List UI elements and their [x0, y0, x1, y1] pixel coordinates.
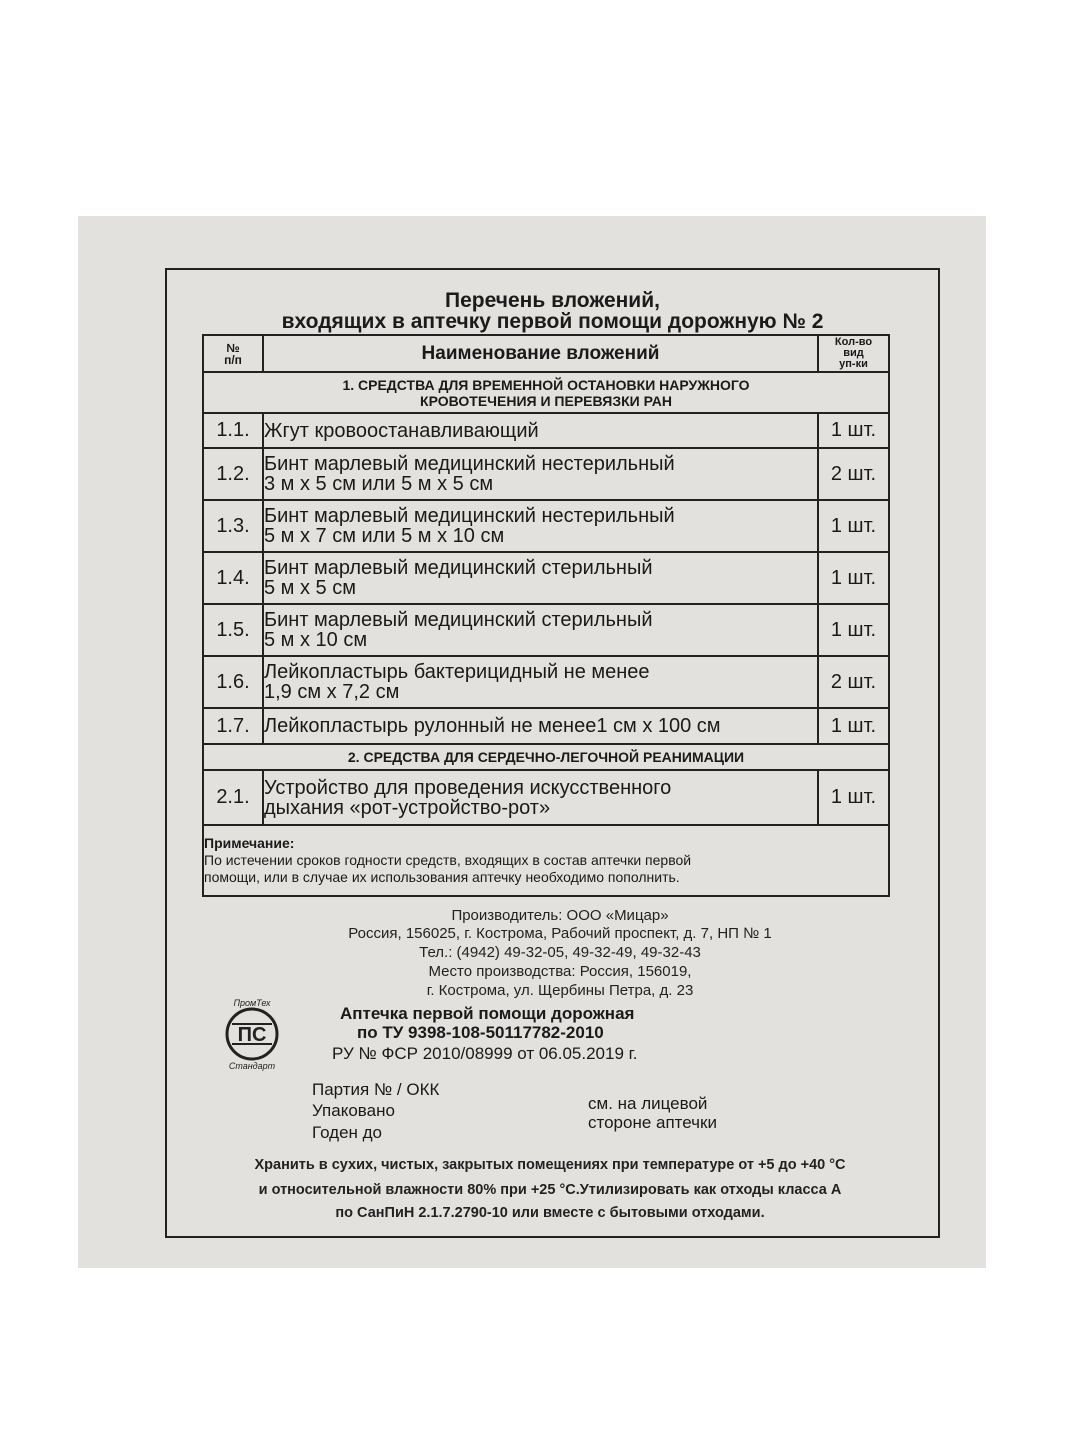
row-quantity: 1 шт.: [818, 413, 889, 448]
table-row: [203, 604, 889, 656]
logo-bottom-text: Стандарт: [228, 1061, 276, 1071]
registration-number: РУ № ФСР 2010/08999 от 06.05.2019 г.: [332, 1044, 638, 1063]
row-name: Бинт марлевый медицинский нестерильный 5 м х 7 см или 5 м х 10 см: [263, 500, 818, 552]
table-row: [203, 413, 889, 448]
header-name: Наименование вложений: [263, 335, 818, 372]
storage-instructions-1: Хранить в сухих, чистых, закрытых помещениях при температуре от +5 до +40 °С: [254, 1157, 846, 1173]
row-number: 1.3.: [203, 500, 263, 552]
row-name: Устройство для проведения искусственного дыхания «рот-устройство-рот»: [263, 770, 818, 825]
product-spec: по ТУ 9398-108-50117782-2010: [357, 1023, 604, 1042]
table-row: [203, 708, 889, 744]
section-row: [203, 744, 889, 770]
section-title: 2. СРЕДСТВА ДЛЯ СЕРДЕЧНО-ЛЕГОЧНОЙ РЕАНИМАЦИИ: [203, 744, 889, 770]
row-number: 1.1.: [203, 413, 263, 448]
row-number: 1.6.: [203, 656, 263, 708]
table-row: [203, 500, 889, 552]
manufacturer-phone: Тел.: (4942) 49-32-05, 49-32-49, 49-32-43: [419, 944, 701, 961]
list-title-line2: входящих в аптечку первой помощи дорожную № 2: [281, 310, 824, 333]
table-header-row: [203, 335, 889, 372]
manufacturer-name: Производитель: ООО «Мицар»: [451, 907, 669, 924]
production-place: Место производства: Россия, 156019,: [428, 963, 692, 980]
see-front-note: см. на лицевой: [588, 1094, 708, 1113]
header-quantity: Кол-во вид уп-ки: [818, 335, 889, 372]
note-cell: [203, 825, 889, 896]
row-number: 1.7.: [203, 708, 263, 744]
certification-logo: [212, 994, 292, 1074]
row-name: Бинт марлевый медицинский стерильный 5 м х 5 см: [263, 552, 818, 604]
packed-label: Упаковано: [312, 1101, 395, 1120]
note-row: [203, 825, 889, 896]
row-quantity: 2 шт.: [818, 448, 889, 500]
row-quantity: 1 шт.: [818, 552, 889, 604]
row-name: Бинт марлевый медицинский стерильный 5 м х 10 см: [263, 604, 818, 656]
expiry-label: Годен до: [312, 1123, 383, 1142]
storage-instructions-2: и относительной влажности 80% при +25 °С.Утилизировать как отходы класса А: [258, 1182, 842, 1198]
note-title: Примечание:: [204, 835, 295, 851]
table-row: [203, 770, 889, 825]
row-number: 1.5.: [203, 604, 263, 656]
section-row: [203, 372, 889, 413]
row-number: 1.2.: [203, 448, 263, 500]
logo-top-text: ПромТех: [233, 998, 271, 1008]
batch-label: Партия № / ОКК: [312, 1080, 440, 1099]
product-name: Аптечка первой помощи дорожная: [340, 1004, 635, 1023]
production-address: г. Кострома, ул. Щербины Петра, д. 23: [426, 982, 694, 999]
row-quantity: 2 шт.: [818, 656, 889, 708]
row-quantity: 1 шт.: [818, 500, 889, 552]
list-title-line1: Перечень вложений,: [445, 289, 660, 312]
header-number: № п/п: [203, 335, 263, 372]
row-quantity: 1 шт.: [818, 604, 889, 656]
table-row: [203, 552, 889, 604]
logo-center-text: ПС: [237, 1024, 267, 1046]
row-name: Лейкопластырь рулонный не менее1 см х 100 см: [263, 708, 818, 744]
row-quantity: 1 шт.: [818, 708, 889, 744]
row-number: 2.1.: [203, 770, 263, 825]
contents-table: [202, 334, 890, 897]
note-text: помощи, или в случае их использования аптечку необходимо пополнить.: [204, 869, 680, 885]
manufacturer-address: Россия, 156025, г. Кострома, Рабочий проспект, д. 7, НП № 1: [348, 925, 772, 942]
row-quantity: 1 шт.: [818, 770, 889, 825]
row-name: Бинт марлевый медицинский нестерильный 3 м х 5 см или 5 м х 5 см: [263, 448, 818, 500]
see-front-note-2: стороне аптечки: [588, 1113, 717, 1132]
storage-instructions-3: по СанПиН 2.1.7.2790-10 или вместе с бытовыми отходами.: [335, 1205, 765, 1221]
note-text: По истечении сроков годности средств, входящих в состав аптечки первой: [204, 852, 692, 868]
row-name: Лейкопластырь бактерицидный не менее 1,9 см х 7,2 см: [263, 656, 818, 708]
row-name: Жгут кровоостанавливающий: [263, 413, 818, 448]
table-row: [203, 656, 889, 708]
section-title: 1. СРЕДСТВА ДЛЯ ВРЕМЕННОЙ ОСТАНОВКИ НАРУЖНОГО КРОВОТЕЧЕНИЯ И ПЕРЕВЯЗКИ РАН: [203, 372, 889, 413]
table-row: [203, 448, 889, 500]
row-number: 1.4.: [203, 552, 263, 604]
